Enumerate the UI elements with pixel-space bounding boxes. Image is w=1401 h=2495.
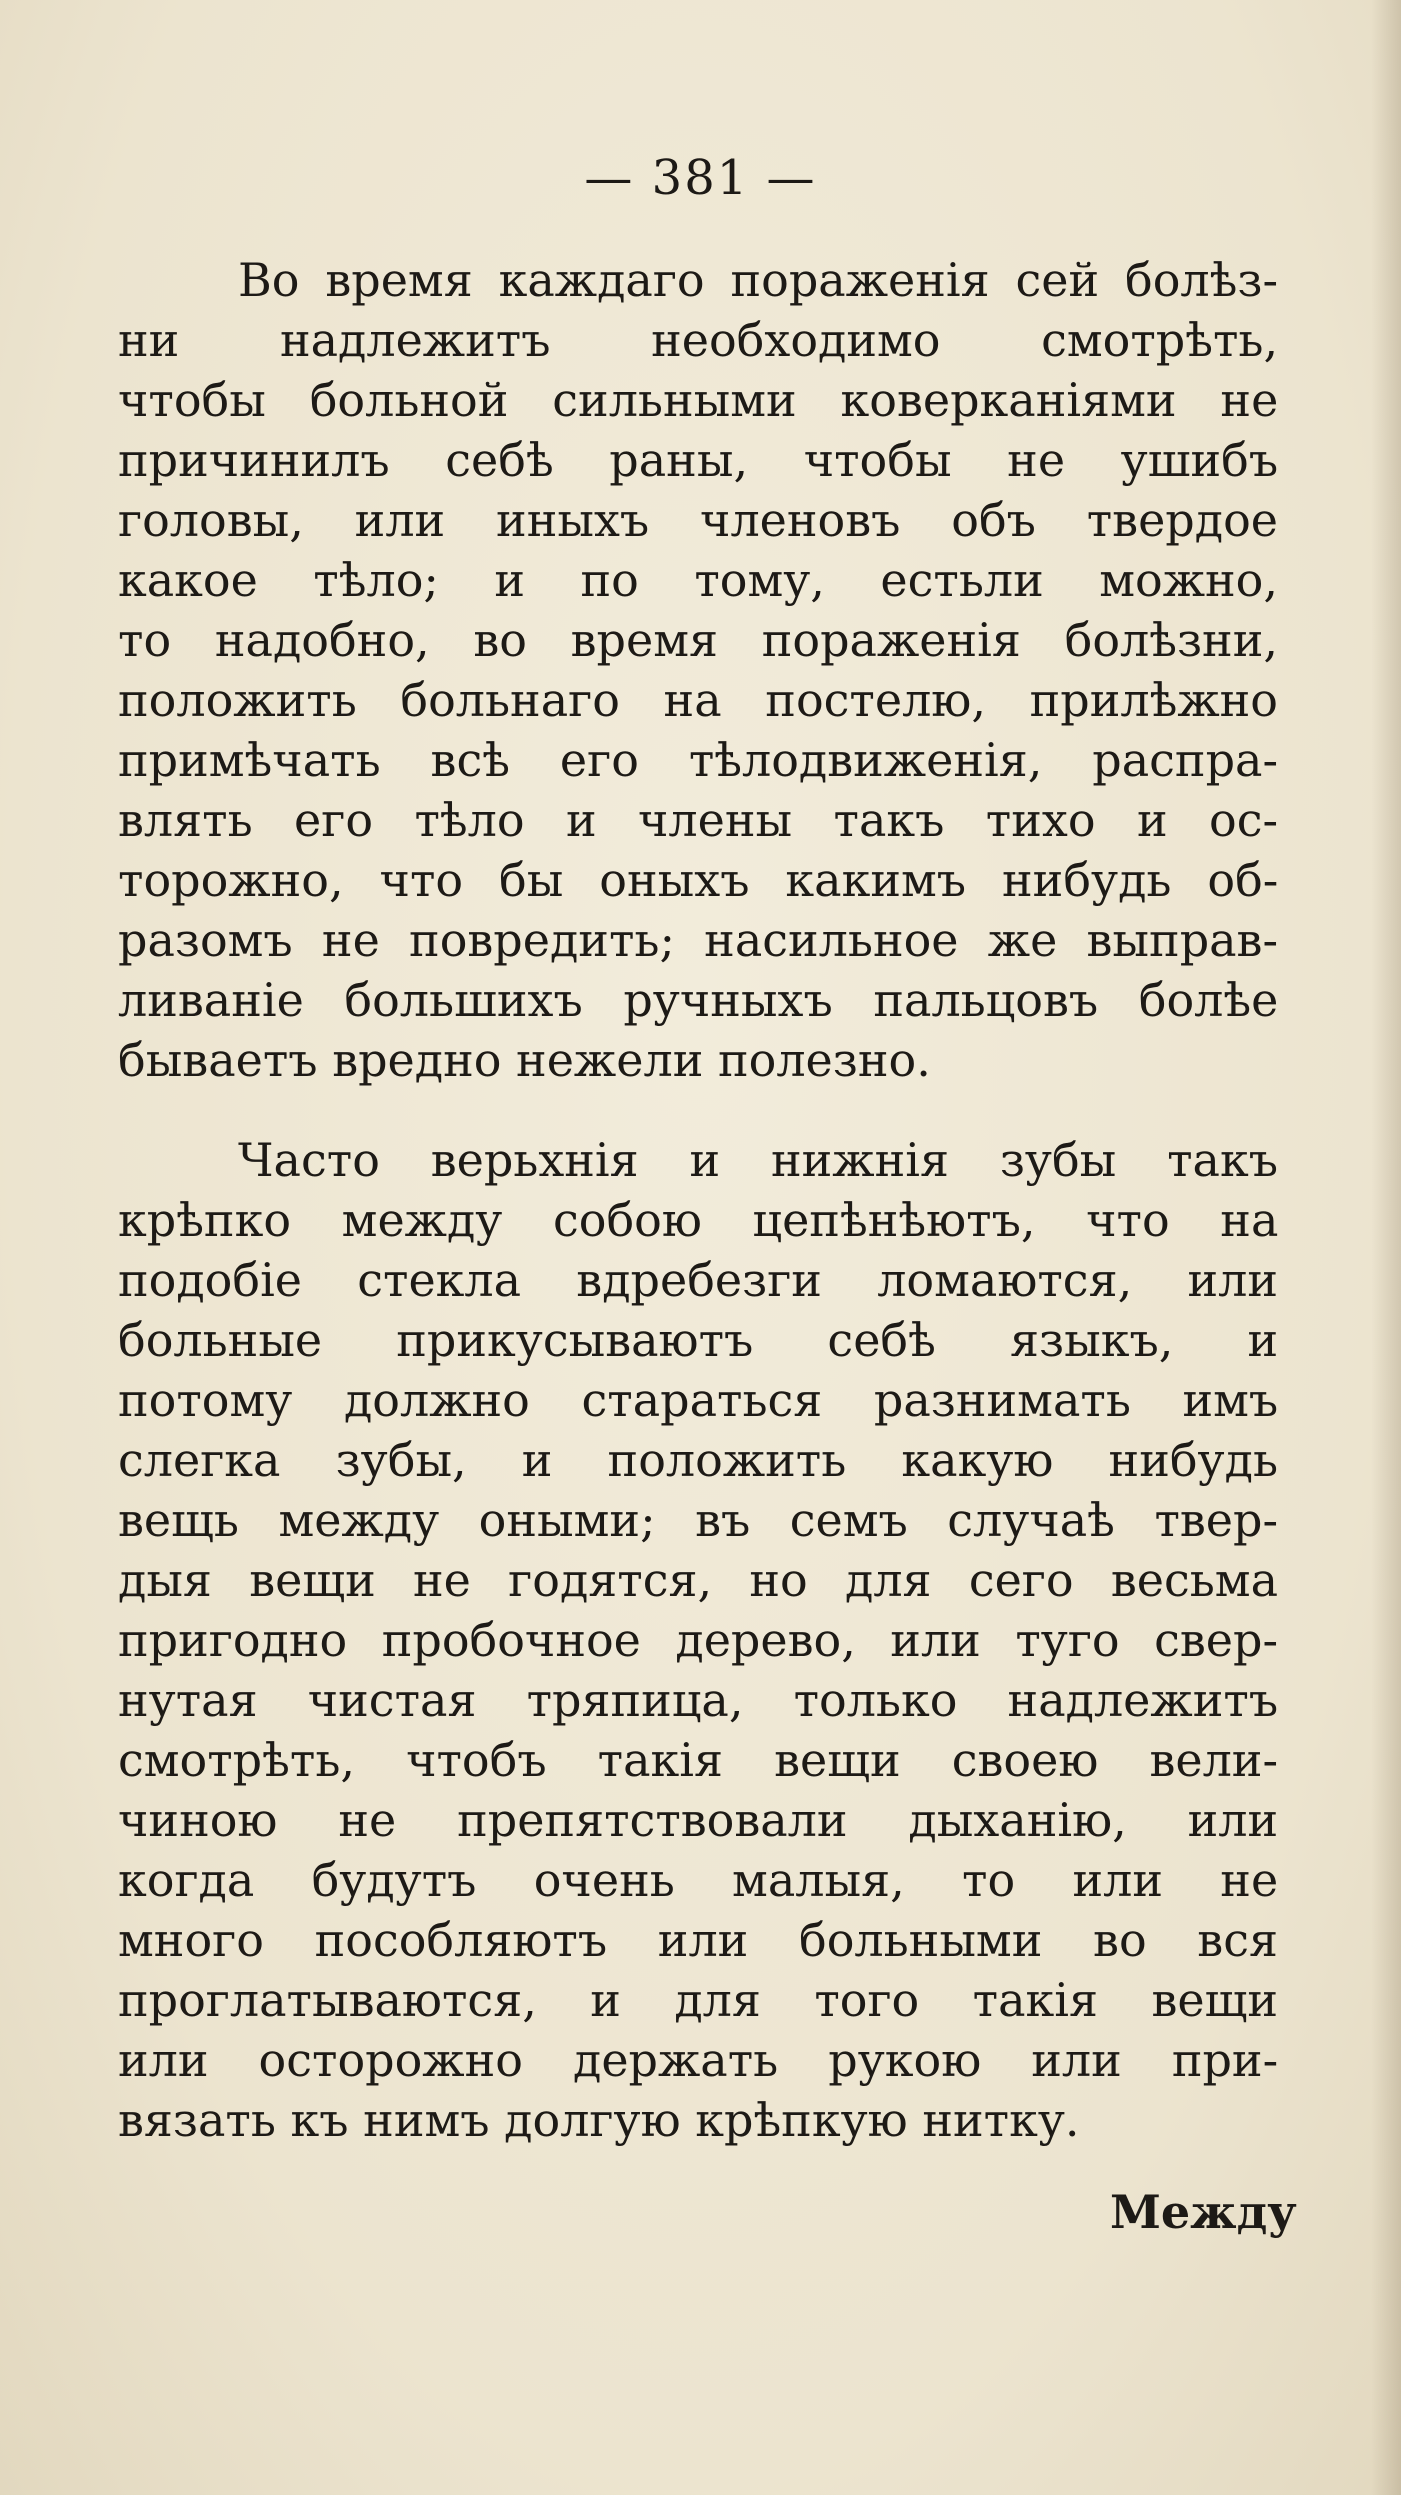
text-line: крѣпко между собою цепѣнѣютъ, что на [118,1193,1279,1247]
page-number-header: — 381 — [584,150,817,206]
text-line: вязать къ нимъ долгую крѣпкую нитку. [118,2093,1080,2147]
text-line: чиною не препятствовали дыханію, или [118,1793,1279,1847]
text-line: когда будутъ очень малыя, то или не [118,1853,1279,1907]
text-line: больные прикусываютъ себѣ языкъ, и [118,1313,1279,1367]
text-line: то надобно, во время пораженія болѣзни, [118,613,1278,667]
text-line: примѣчать всѣ его тѣлодвиженія, распра- [118,733,1278,787]
text-line: какое тѣло; и по тому, естьли можно, [118,553,1278,607]
text-line: ливаніе большихъ ручныхъ пальцовъ болѣе [118,973,1279,1027]
text-line: пригодно пробочное дерево, или туго свер- [118,1613,1278,1667]
text-line: Часто верьхнія и нижнія зубы такъ [238,1133,1278,1187]
page-edge-shadow [1371,0,1401,2495]
text-line: причинилъ себѣ раны, чтобы не ушибъ [118,433,1279,487]
text-line: много пособляютъ или больными во вся [118,1913,1278,1967]
text-line: Во время каждаго пораженія сей болѣз- [238,253,1278,307]
text-line: положить больнаго на постелю, прилѣжно [118,673,1278,727]
paragraph-2 [118,1130,1278,2150]
text-line: смотрѣть, чтобъ такія вещи своею вели- [118,1733,1278,1787]
text-line: или осторожно держать рукою или при- [118,2033,1279,2087]
text-line: бываетъ вредно нежели полезно. [118,1033,931,1087]
text-line: разомъ не повредить; насильное же выправ- [118,913,1278,967]
text-line: вещь между оными; въ семъ случаѣ твер- [118,1493,1278,1547]
text-line: влять его тѣло и члены такъ тихо и ос- [118,793,1278,847]
text-line: проглатываются, и для того такія вещи [118,1973,1278,2027]
catchword: Между [1110,2185,1297,2239]
text-line: нутая чистая тряпица, только надлежитъ [118,1673,1279,1727]
text-line: ни надлежитъ необходимо смотрѣть, [118,313,1279,367]
text-line: чтобы больной сильными коверканіями не [118,373,1279,427]
paragraph-1 [118,250,1278,1090]
text-line: головы, или иныхъ членовъ объ твердое [118,493,1278,547]
text-line: слегка зубы, и положить какую нибудь [118,1433,1278,1487]
text-line: дыя вещи не годятся, но для сего весьма [118,1553,1278,1607]
text-line: торожно, что бы оныхъ какимъ нибудь об- [118,853,1279,907]
text-line: подобіе стекла вдребезги ломаются, или [118,1253,1278,1307]
text-line: потому должно стараться разнимать имъ [118,1373,1279,1427]
